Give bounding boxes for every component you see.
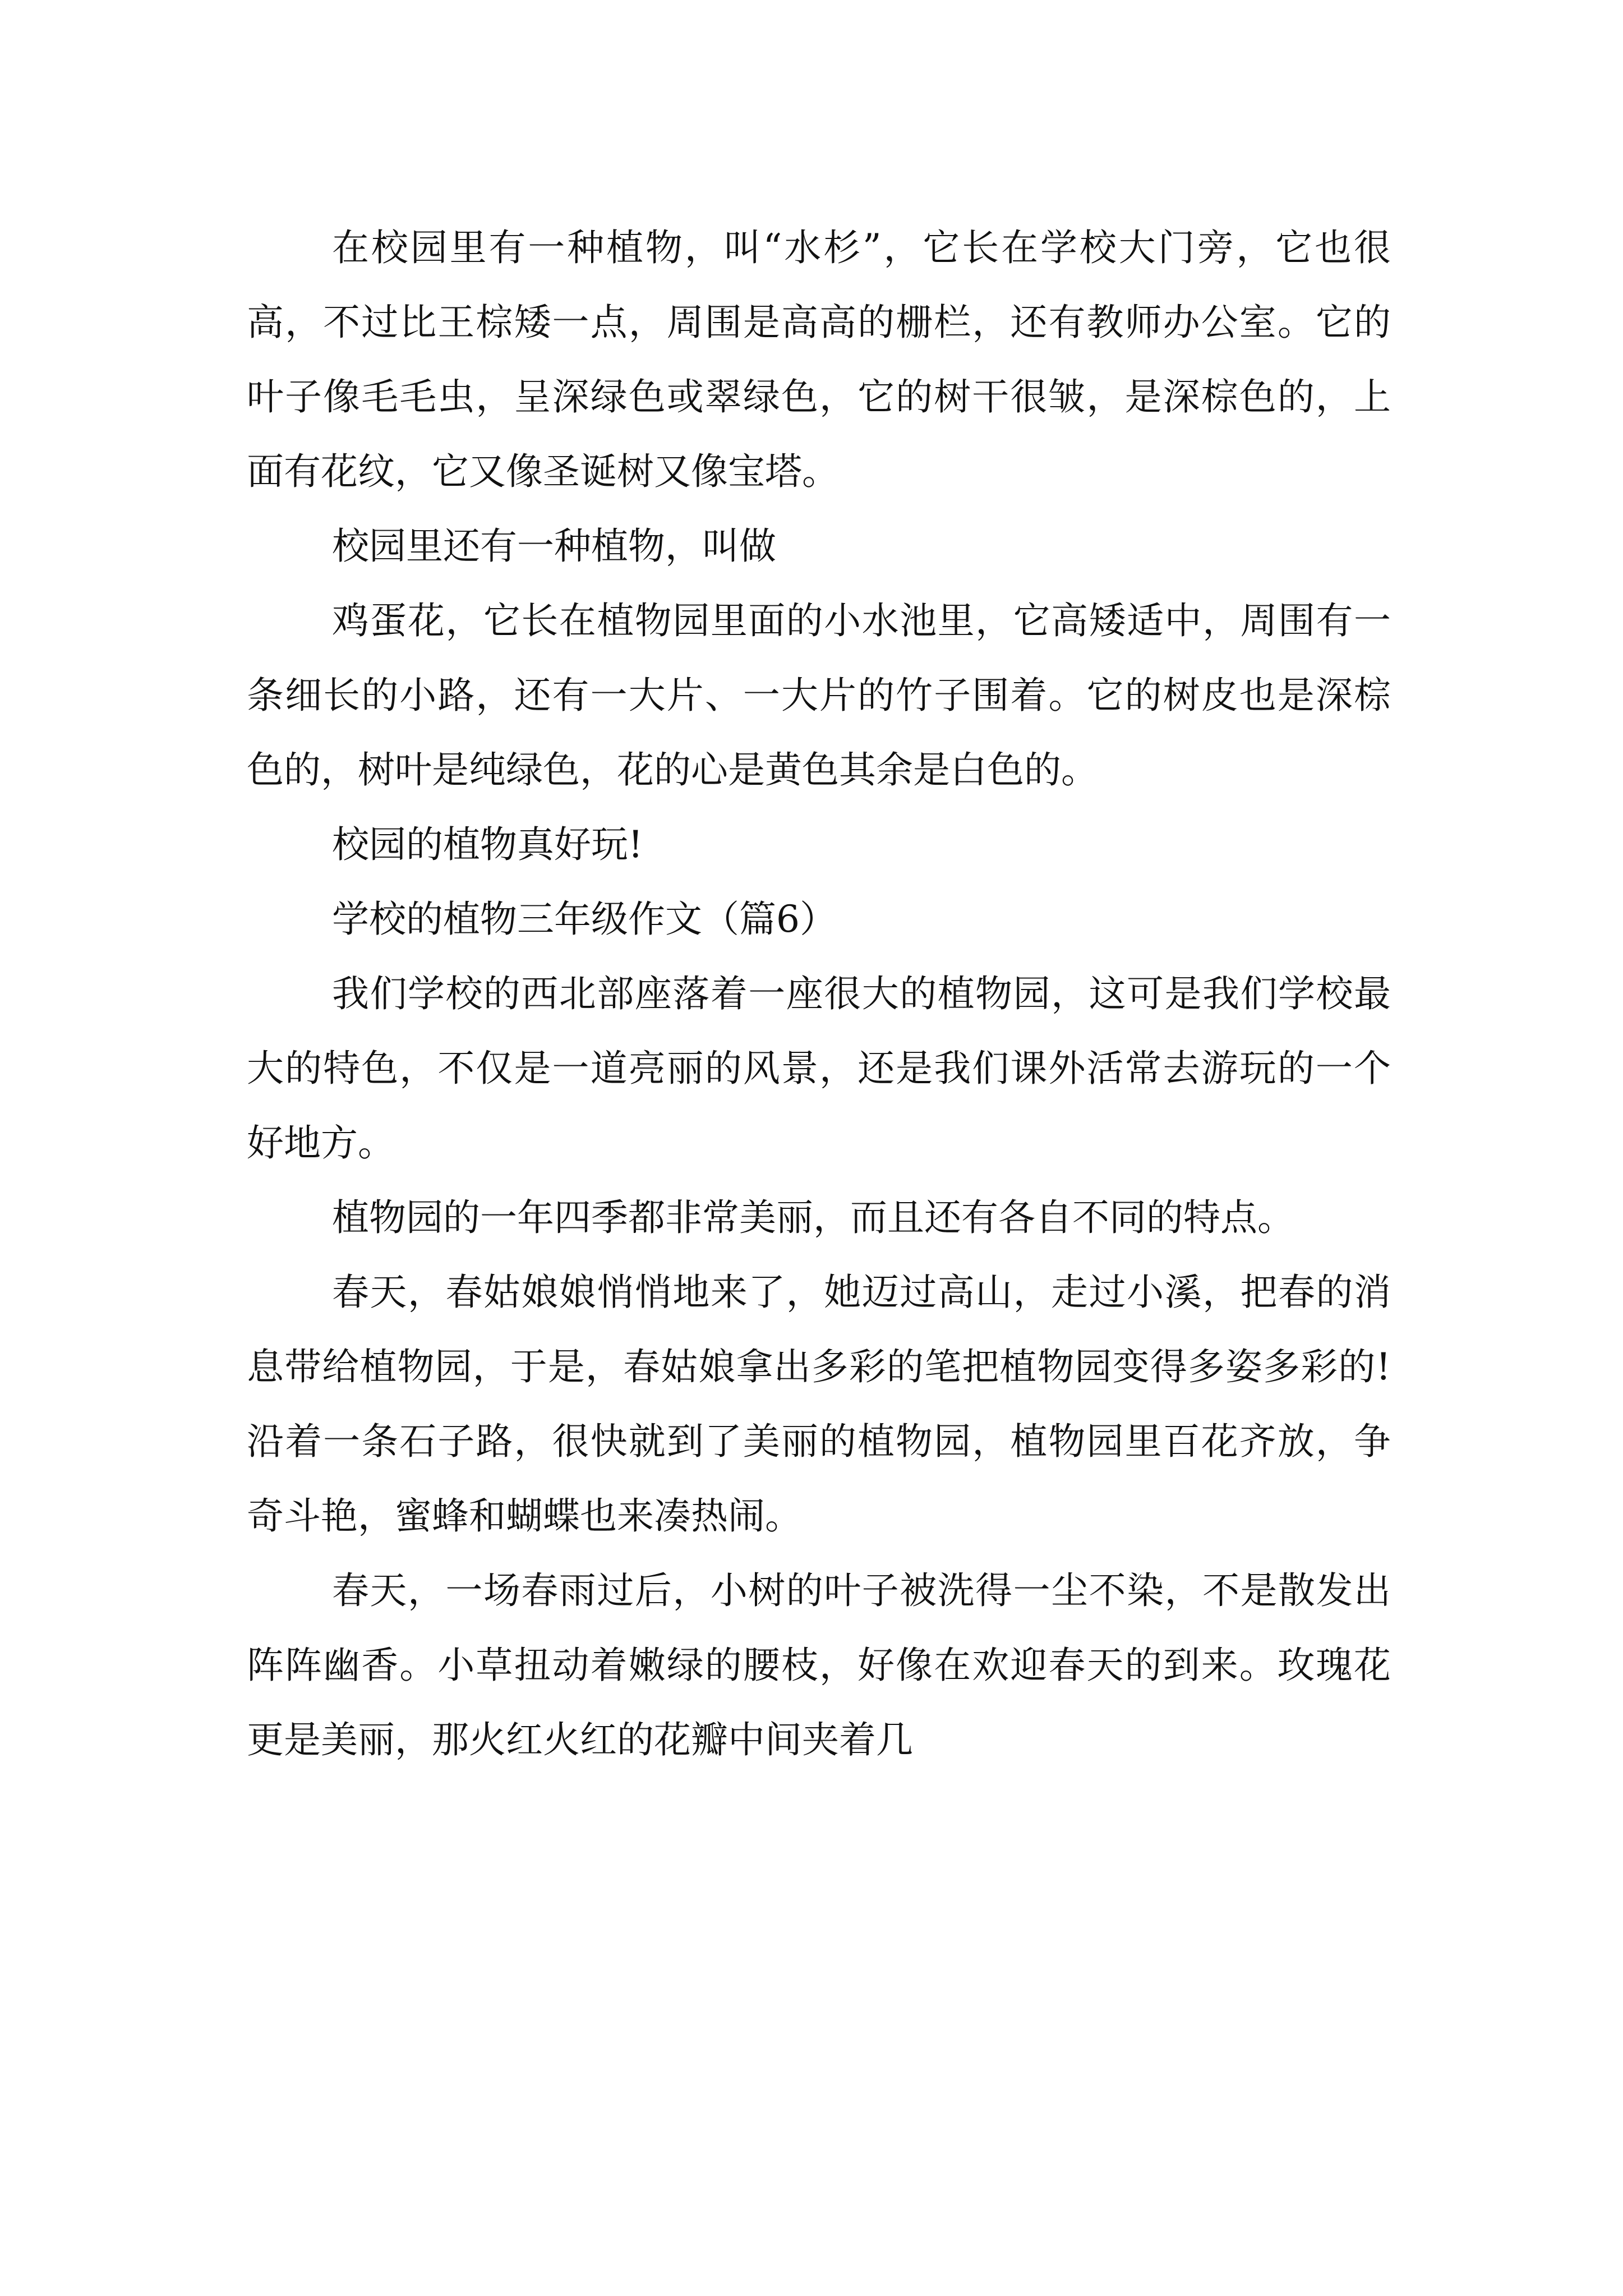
section-heading: 学校的植物三年级作文（篇6） [332,898,837,941]
paragraph: 校园的植物真好玩! [332,823,643,866]
paragraph: 我们学校的西北部座落着一座很大的植物园，这可是我们学校最大的特色，不仅是一道亮丽的风景，还是我们课外活常去游玩的一个好地方。 [247,972,1391,1165]
paragraph: 在校园里有一种植物，叫“水杉”，它长在学校大门旁，它也很高，不过比王棕矮一点，周围是高高的栅栏，还有教师办公室。它的叶子像毛毛虫，呈深绿色或翠绿色，它的树干很皱，是深棕色的，上面有花纹，它又像圣诞树又像宝塔。 [247,226,1391,493]
paragraph: 春天，春姑娘娘悄悄地来了，她迈过高山，走过小溪，把春的消息带给植物园，于是，春姑娘拿出多彩的笔把植物园变得多姿多彩的!沿着一条石子路，很快就到了美丽的植物园，植物园里百花齐放，争奇斗艳，蜜蜂和蝴蝶也来凑热闹。 [247,1271,1391,1538]
paragraph: 校园里还有一种植物，叫做 [332,524,776,568]
document-page [247,210,1391,1777]
paragraph: 鸡蛋花，它长在植物园里面的小水池里，它高矮适中，周围有一条细长的小路，还有一大片、一大片的竹子围着。它的树皮也是深棕色的，树叶是纯绿色，花的心是黄色其余是白色的。 [247,599,1391,792]
paragraph: 植物园的一年四季都非常美丽，而且还有各自不同的特点。 [332,1196,1294,1239]
paragraph: 春天，一场春雨过后，小树的叶子被洗得一尘不染，不是散发出阵阵幽香。小草扭动着嫩绿的腰枝，好像在欢迎春天的到来。玫瑰花更是美丽，那火红火红的花瓣中间夹着几 [247,1569,1391,1761]
